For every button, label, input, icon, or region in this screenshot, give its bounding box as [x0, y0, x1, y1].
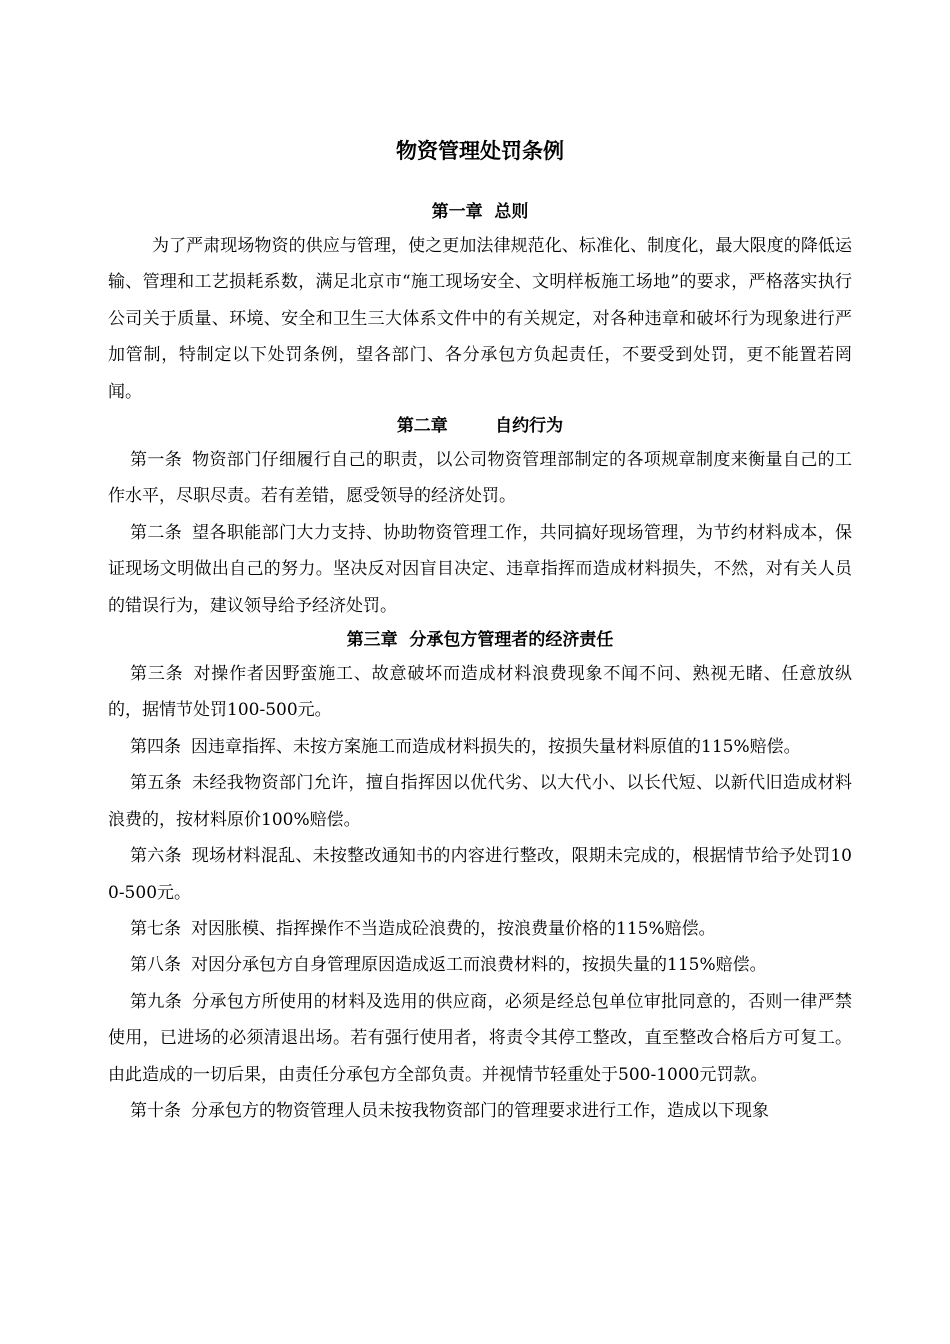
article-9	[108, 984, 852, 1093]
article-number: 第二条	[130, 522, 183, 543]
article-text: 对操作者因野蛮施工、故意破坏而造成材料浪费现象不闻不问、熟视无睹、任意放纵的，据情节处罚100-500元。	[108, 664, 853, 721]
article-text: 物资部门仔细履行自己的职责，以公司物资管理部制定的各项规章制度来衡量自己的工作水平，尽职尽责。若有差错，愿受领导的经济处罚。	[108, 450, 852, 507]
article-5	[108, 765, 852, 838]
article-number: 第六条	[130, 846, 182, 867]
article-7	[108, 911, 852, 947]
article-10	[108, 1093, 852, 1129]
article-number: 第九条	[130, 991, 183, 1012]
article-text: 望各职能部门大力支持、协助物资管理工作，共同搞好现场管理，为节约材料成本，保证现场文明做出自己的努力。坚决反对因盲目决定、违章指挥而造成材料损失，不然，对有关人员的错误行为，建议领导给予经济处罚。	[108, 522, 852, 616]
article-text: 分承包方的物资管理人员未按我物资部门的管理要求进行工作，造成以下现象	[191, 1100, 769, 1121]
article-number: 第一条	[130, 450, 183, 471]
document-title: 物资管理处罚条例	[396, 138, 564, 163]
preface-paragraph: 为了严肃现场物资的供应与管理，使之更加法律规范化、标准化、制度化，最大限度的降低运输、管理和工艺损耗系数，满足北京市“施工现场安全、文明样板施工场地”的要求，严格落实执行公司关于质量、环境、安全和卫生三大体系文件中的有关规定，对各种违章和破坏行为现象进行严加管制，特制定以下处罚条例，望各部门、各分承包方负起责任，不要受到处罚，更不能置若罔闻。	[108, 236, 852, 402]
article-3	[108, 656, 852, 729]
article-text: 分承包方所使用的材料及选用的供应商，必须是经总包单位审批同意的，否则一律严禁使用，已进场的必须清退出场。若有强行使用者，将责令其停工整改，直至整改合格后方可复工。由此造成的一切后果，由责任分承包方全部负责。并视情节轻重处于500-1000元罚款。	[108, 991, 852, 1085]
article-number: 第十条	[130, 1100, 181, 1121]
article-4	[108, 729, 852, 765]
article-6	[108, 838, 852, 911]
document-body	[108, 196, 852, 1129]
article-number: 第五条	[130, 773, 183, 794]
chapter-heading-1: 第一章 总则	[431, 202, 529, 222]
article-number: 第八条	[130, 955, 181, 976]
article-8	[108, 947, 852, 983]
article-1	[108, 442, 852, 515]
article-number: 第四条	[130, 736, 181, 757]
chapter-heading-3: 第三章 分承包方管理者的经济责任	[346, 630, 614, 651]
article-text: 对因胀模、指挥操作不当造成砼浪费的，按浪费量价格的115%赔偿。	[191, 918, 716, 939]
chapter-heading-2: 第二章 自约行为	[396, 416, 564, 437]
article-text: 对因分承包方自身管理原因造成返工而浪费材料的，按损失量的115%赔偿。	[191, 955, 767, 976]
article-text: 因违章指挥、未按方案施工而造成材料损失的，按损失量材料原值的115%赔偿。	[191, 736, 801, 757]
article-2	[108, 515, 852, 624]
article-text: 现场材料混乱、未按整改通知书的内容进行整改，限期未完成的，根据情节给予处罚100-500元。	[108, 846, 852, 903]
article-number: 第七条	[130, 918, 181, 939]
article-number: 第三条	[130, 664, 184, 685]
article-text: 未经我物资部门允许，擅自指挥因以优代劣、以大代小、以长代短、以新代旧造成材料浪费的，按材料原价100%赔偿。	[108, 773, 852, 830]
